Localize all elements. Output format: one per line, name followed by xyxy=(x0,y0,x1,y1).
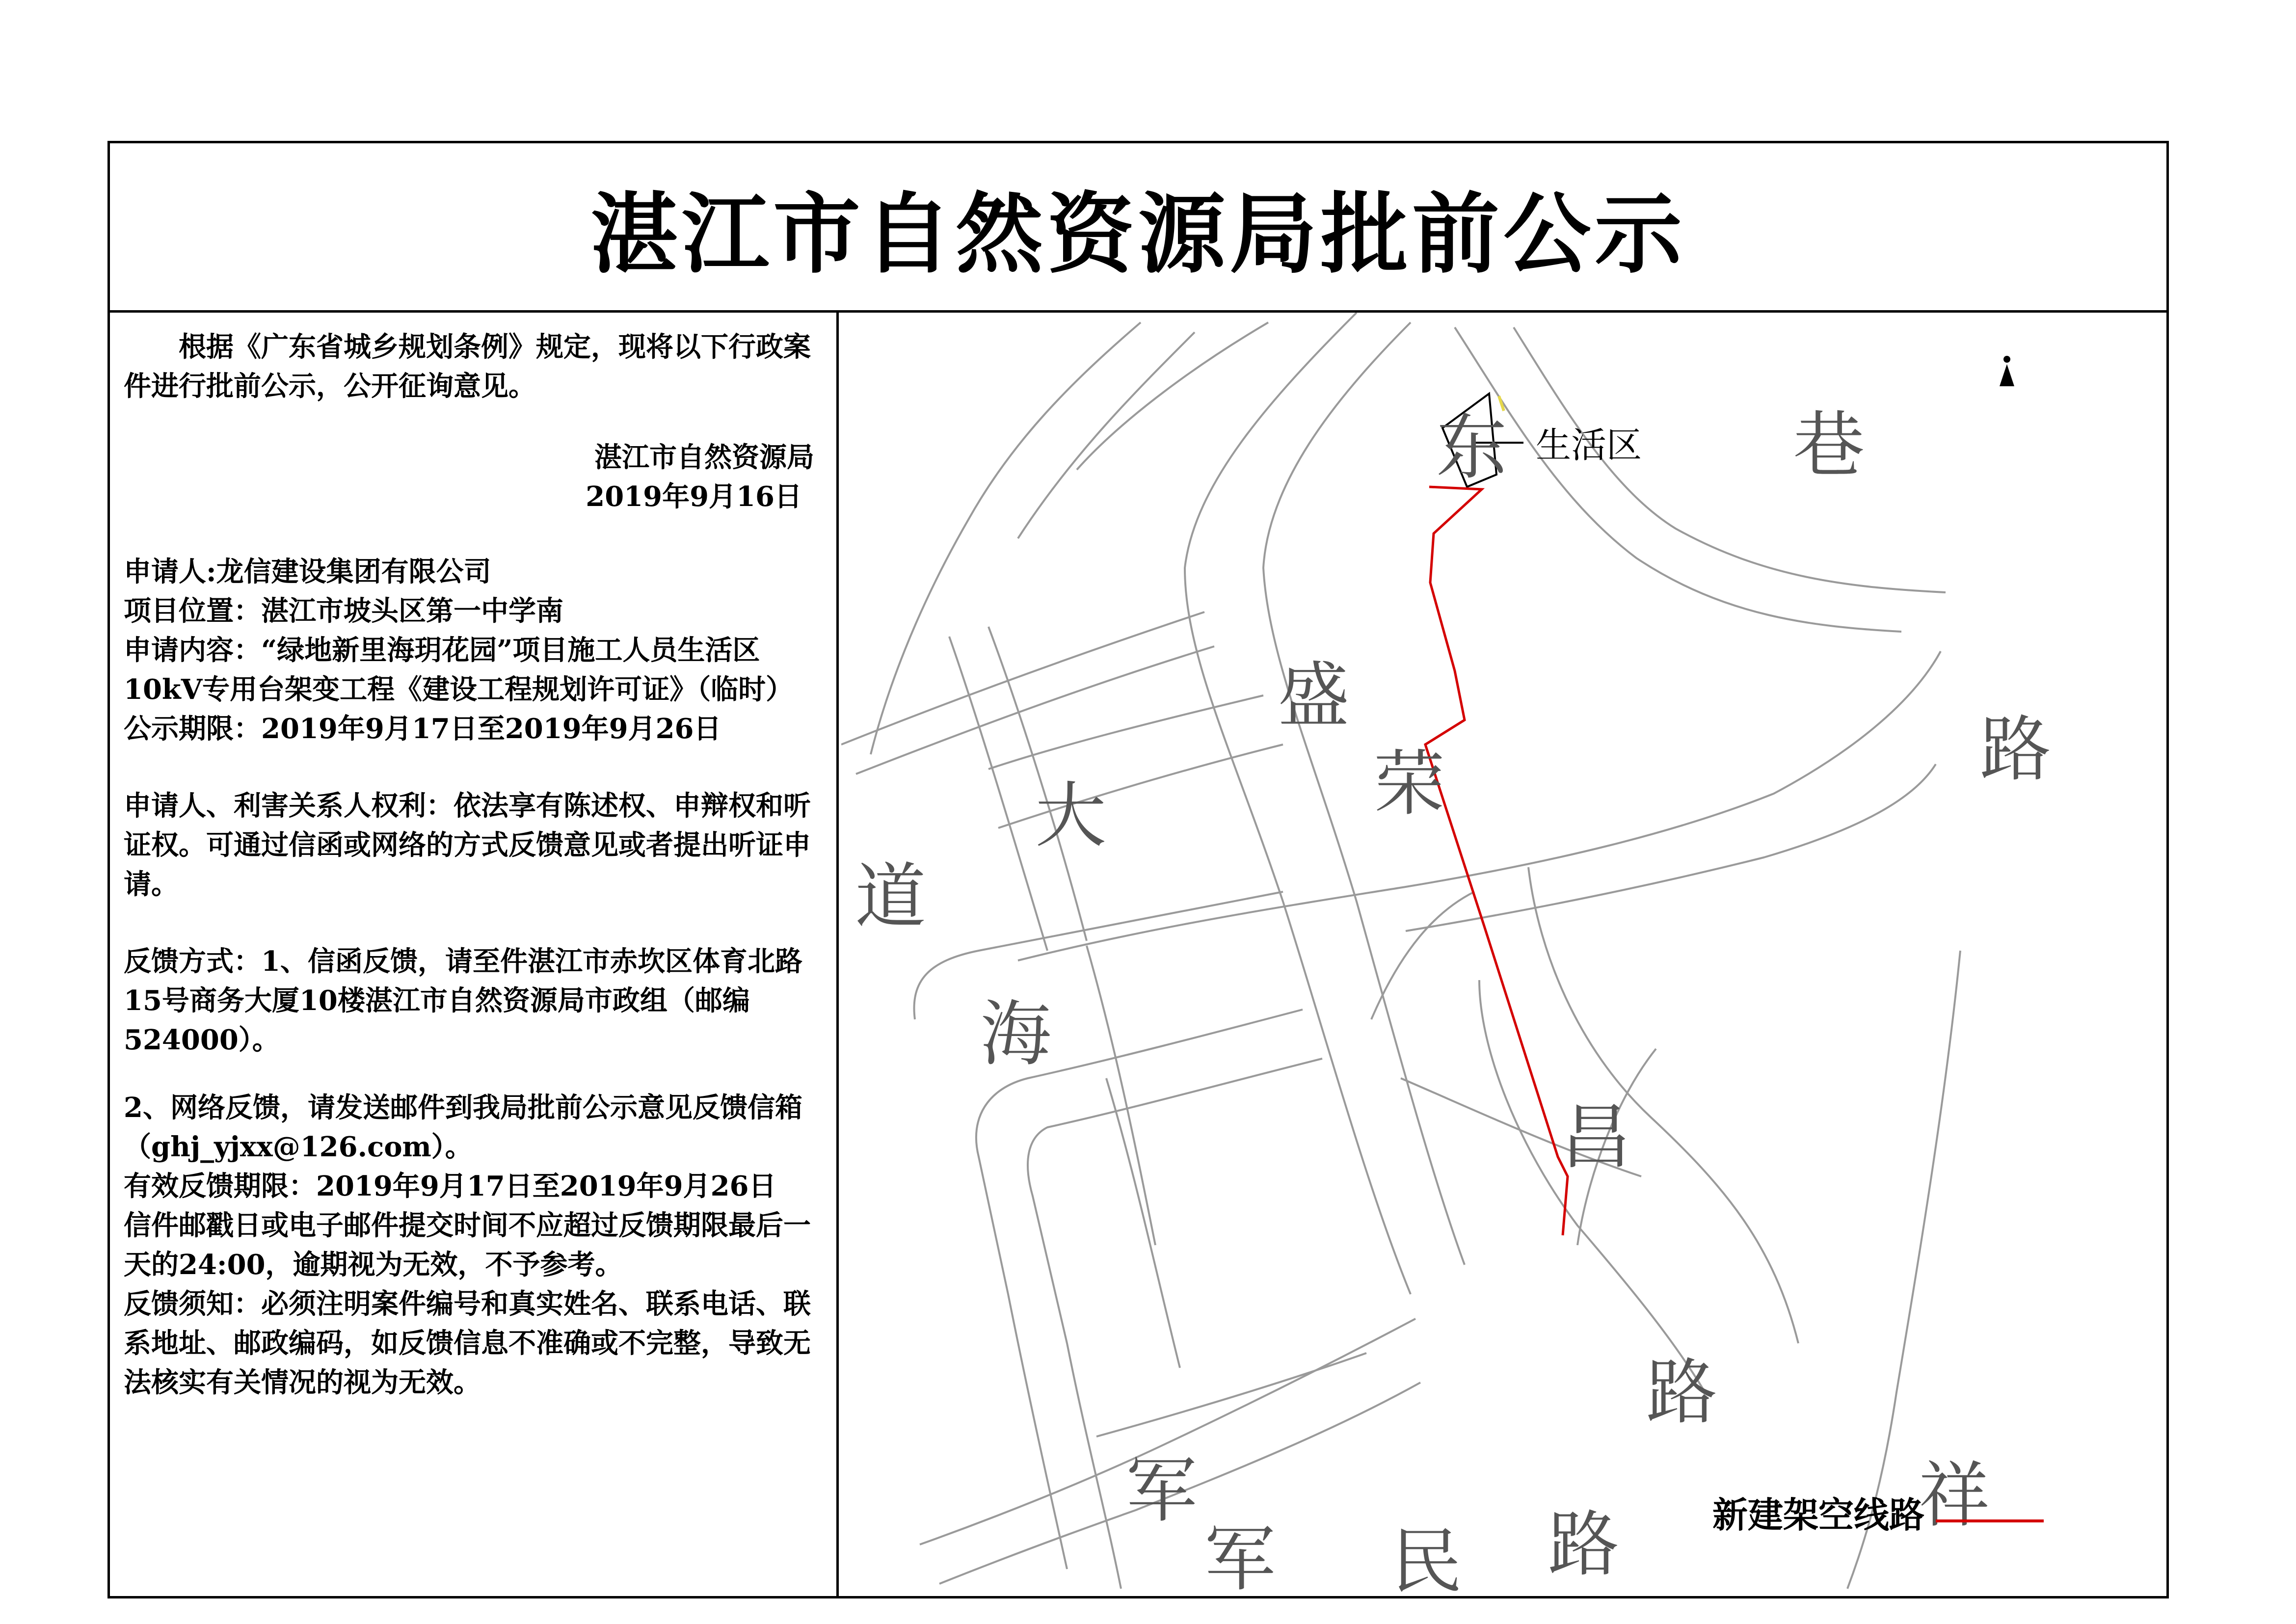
issuer: 湛江市自然资源局 xyxy=(594,441,814,474)
issue-date: 2019年9月16日 xyxy=(586,480,802,513)
road-edge xyxy=(871,322,1141,754)
road-edge xyxy=(1077,322,1268,470)
site-map xyxy=(841,313,2166,1598)
road-label-jun: 军 xyxy=(1126,1449,1197,1532)
feedback-method-2: 2、网络反馈，请发送邮件到我局批前公示意见反馈信箱（ghj_yjxx@126.com）。 xyxy=(124,1092,802,1163)
feedback-deadline: 信件邮戳日或电子邮件提交时间不应超过反馈期限最后一天的24:00，逾期视为无效，不予参考。 xyxy=(124,1209,811,1281)
north-arrow xyxy=(2000,356,2014,386)
road-label-dong: 东 xyxy=(1436,406,1507,489)
road-label-lu-east: 路 xyxy=(1980,708,2051,791)
living-area-label: 生活区 xyxy=(1536,425,1642,466)
rights-paragraph: 申请人、利害关系人权利：依法享有陈述权、申辩权和听证权。可通过信函或网络的方式反馈意见或者提出听证申请。 xyxy=(124,790,811,901)
north-arrow-dot xyxy=(2003,356,2010,363)
north-arrow-icon xyxy=(2000,364,2014,386)
road-label-xiang: 巷 xyxy=(1793,404,1865,487)
road-label-lu-chang: 路 xyxy=(1646,1351,1717,1434)
road-network xyxy=(841,313,1960,1589)
road-label-lu-junmin: 路 xyxy=(1548,1503,1619,1586)
road-label-jun-south: 军 xyxy=(1204,1518,1276,1598)
road-label-dao: 道 xyxy=(855,855,926,938)
road-label-chang: 昌 xyxy=(1560,1096,1631,1179)
legend-label: 新建架空线路 xyxy=(1712,1494,1925,1536)
legend xyxy=(1712,1494,2044,1536)
feedback-method-1: 反馈方式：1、信函反馈，请至件湛江市赤坎区体育北路15号商务大厦10楼湛江市自然资源局市政组（邮编524000）。 xyxy=(124,945,802,1056)
block-edge xyxy=(1371,892,1474,1019)
block-edge xyxy=(1087,946,1155,1245)
page-title: 湛江市自然资源局批前公示 xyxy=(590,184,1686,285)
middle-road-edge xyxy=(1406,764,1936,931)
application-content: 申请内容：“绿地新里海玥花园”项目施工人员生活区10kV专用台架变工程《建设工程规划许可证》（临时） xyxy=(124,634,794,706)
feedback-requirements: 反馈须知：必须注明案件编号和真实姓名、联系电话、联系地址、邮政编码，如反馈信息不准确或不完整，导致无法核实有关情况的视为无效。 xyxy=(124,1288,811,1399)
road-label-xiang-east: 祥 xyxy=(1919,1454,1990,1537)
applicant: 申请人:龙信建设集团有限公司 xyxy=(124,556,491,588)
valid-feedback-period: 有效反馈期限：2019年9月17日至2019年9月26日 xyxy=(124,1170,776,1202)
publicity-period: 公示期限：2019年9月17日至2019年9月26日 xyxy=(124,713,721,745)
road-label-min: 民 xyxy=(1391,1520,1462,1598)
road-label-sheng: 盛 xyxy=(1278,654,1349,737)
project-location: 项目位置：湛江市坡头区第一中学南 xyxy=(124,595,563,627)
road-edge xyxy=(1018,332,1195,538)
notice-frame xyxy=(107,141,2169,1598)
title-row xyxy=(110,143,2166,313)
intro-paragraph: 根据《广东省城乡规划条例》规定，现将以下行政案件进行批前公示，公开征询意见。 xyxy=(124,331,811,402)
road-label-da: 大 xyxy=(1035,774,1106,857)
xiang-road-edge xyxy=(1479,980,1705,1392)
block-edge xyxy=(1106,1078,1180,1368)
road-label-hai: 海 xyxy=(980,993,1051,1076)
notice-text-column xyxy=(110,313,839,1598)
road-label-rong: 荣 xyxy=(1374,743,1445,825)
block-edge xyxy=(914,892,1283,1019)
